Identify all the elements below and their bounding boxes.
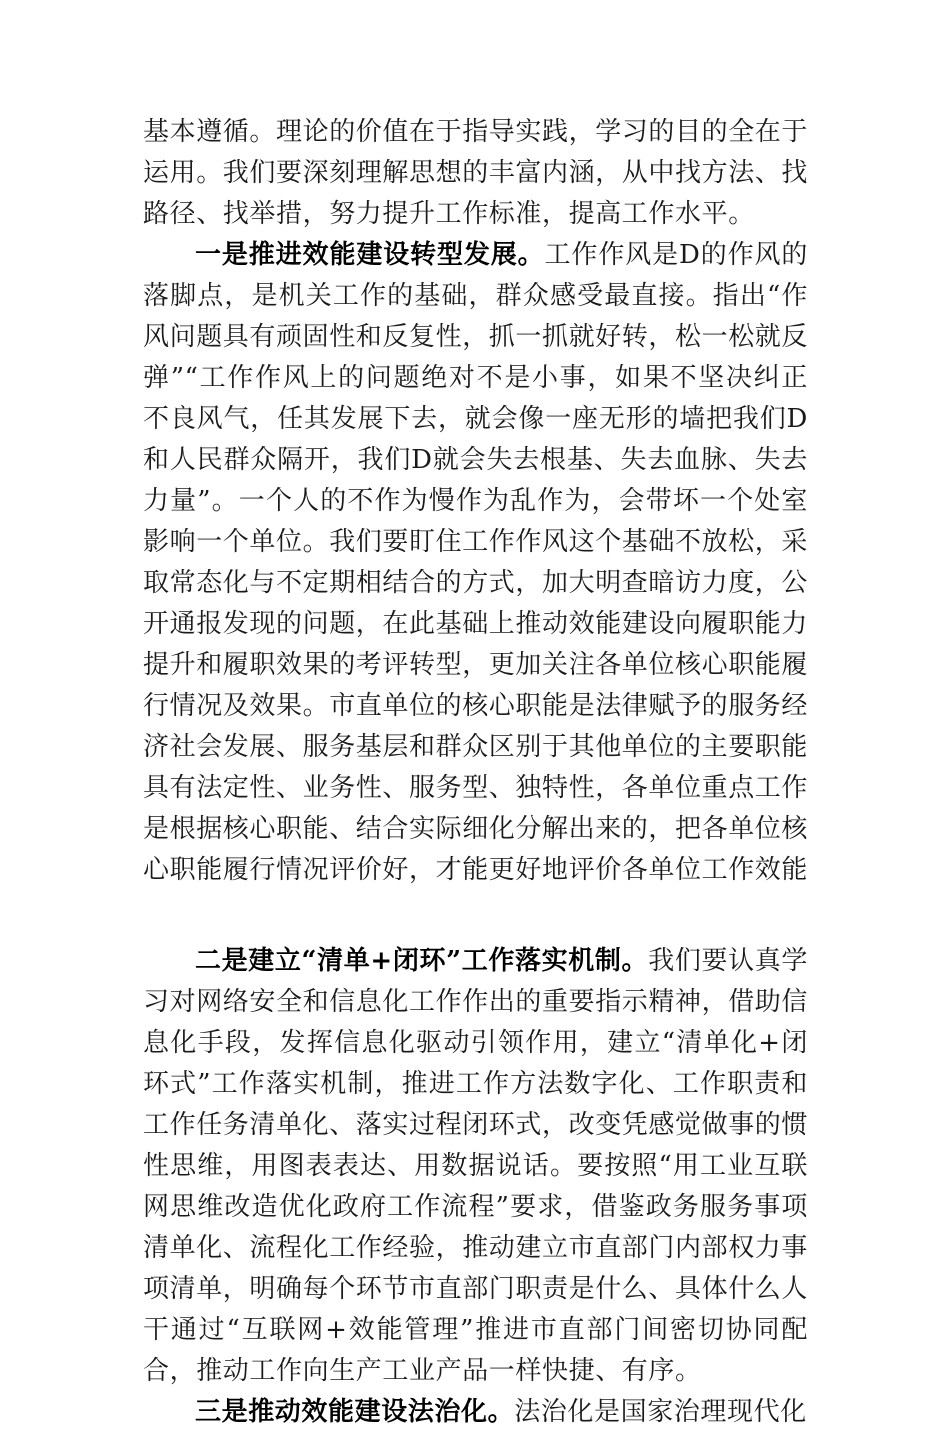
paragraph-point-one bbox=[143, 235, 808, 891]
paragraph-point-two bbox=[143, 941, 808, 1392]
document-body bbox=[143, 112, 808, 1433]
paragraph-heading: 三是推动效能建设法治化。 bbox=[195, 1397, 515, 1427]
paragraph-heading: 一是推进效能建设转型发展。 bbox=[195, 240, 545, 270]
paragraph-gap bbox=[143, 891, 808, 941]
paragraph-continuation bbox=[143, 112, 808, 235]
paragraph-text: 我们要认真学习对网络安全和信息化工作作出的重要指示精神，借助信息化手段，发挥信息化驱动引领作用，建立“清单化+闭环式”工作落实机制，推进工作方法数字化、工作职责和工作任务清单化、落实过程闭环式，改变凭感觉做事的惯性思维，用图表表达、用数据说话。要按照“用工业互联网思维改造优化政府工作流程”要求，借鉴政务服务事项清单化、流程化工作经验，推动建立市直部门内部权力事项清单，明确每个环节市直部门职责是什么、具体什么人干通过“互联网+效能管理”推进市直部门间密切协同配合，推动工作向生产工业产品一样快捷、有序。 bbox=[143, 946, 809, 1386]
paragraph-text: 工作作风是D的作风的落脚点，是机关工作的基础，群众感受最直接。指出“作风问题具有顽固性和反复性，抓一抓就好转，松一松就反弹”“工作作风上的问题绝对不是小事，如果不坚决纠正不良风气，任其发展下去，就会像一座无形的墙把我们D和人民群众隔开，我们D就会失去根基、失去血脉、失去力量”。一个人的不作为慢作为乱作为，会带坏一个处室影响一个单位。我们要盯住工作作风这个基础不放松，采取常态化与不定期相结合的方式，加大明查暗访力度，公开通报发现的问题，在此基础上推动效能建设向履职能力提升和履职效果的考评转型，更加关注各单位核心职能履行情况及效果。市直单位的核心职能是法律赋予的服务经济社会发展、服务基层和群众区别于其他单位的主要职能具有法定性、业务性、服务型、独特性，各单位重点工作是根据核心职能、结合实际细化分解出来的，把各单位核心职能履行情况评价好，才能更好地评价各单位工作效能 bbox=[143, 240, 809, 885]
paragraph-point-three bbox=[143, 1392, 808, 1433]
paragraph-text: 基本遵循。理论的价值在于指导实践，学习的目的全在于运用。我们要深刻理解思想的丰富内涵，从中找方法、找路径、找举措，努力提升工作标准，提高工作水平。 bbox=[143, 117, 809, 229]
paragraph-heading: 二是建立“清单+闭环”工作落实机制。 bbox=[195, 946, 649, 976]
paragraph-text: 法治化是国家治理现代化 bbox=[514, 1397, 807, 1427]
